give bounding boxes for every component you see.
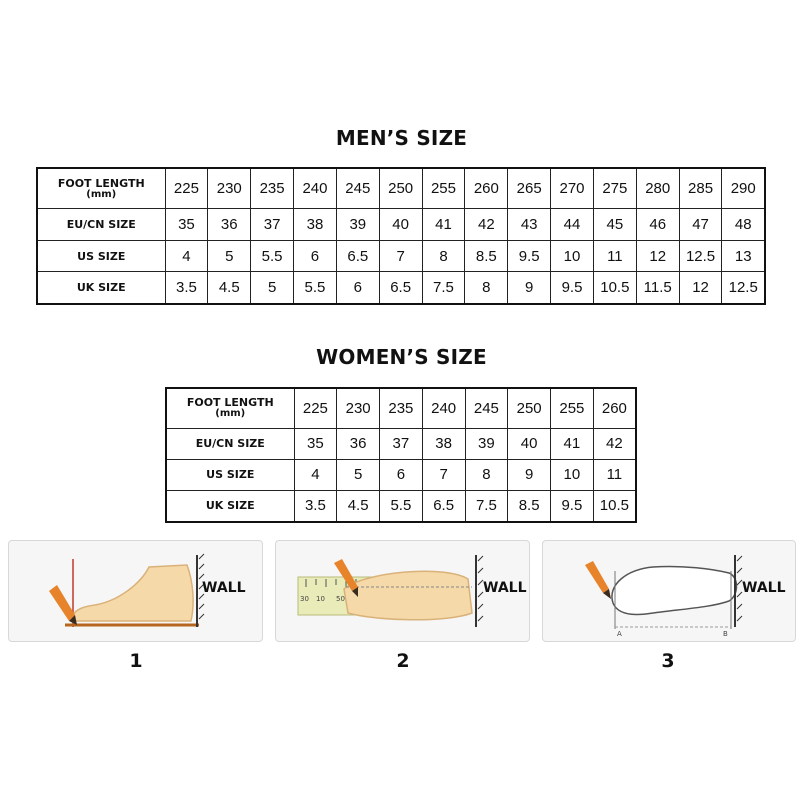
size-cell: 6.5 xyxy=(379,272,422,304)
wall-label-3: WALL xyxy=(742,580,786,596)
size-cell: 230 xyxy=(337,388,380,428)
size-cell: 12 xyxy=(679,272,722,304)
row-header xyxy=(166,490,294,522)
size-cell: 10 xyxy=(551,240,594,271)
size-cell: 280 xyxy=(636,168,679,209)
wall-icon xyxy=(476,555,483,627)
marker-b: B xyxy=(723,630,728,638)
size-cell: 7.5 xyxy=(465,490,508,522)
size-cell: 41 xyxy=(551,428,594,459)
men-size-title: MEN’S SIZE xyxy=(335,126,468,150)
row-header xyxy=(37,168,165,209)
size-cell: 6 xyxy=(336,272,379,304)
size-cell: 11.5 xyxy=(636,272,679,304)
size-cell: 37 xyxy=(380,428,423,459)
size-cell: 9.5 xyxy=(551,272,594,304)
size-cell: 260 xyxy=(593,388,636,428)
size-cell: 8.5 xyxy=(508,490,551,522)
wall-label-2: WALL xyxy=(483,580,527,596)
women-size-title: WOMEN’S SIZE xyxy=(316,345,487,369)
size-cell: 8 xyxy=(465,272,508,304)
row-header-label: US SIZE xyxy=(77,249,126,263)
size-cell: 40 xyxy=(379,209,422,240)
size-cell: 240 xyxy=(294,168,337,209)
size-cell: 3.5 xyxy=(294,490,337,522)
size-cell: 265 xyxy=(508,168,551,209)
size-cell: 245 xyxy=(465,388,508,428)
foot-side-icon xyxy=(65,559,199,627)
size-row xyxy=(166,459,636,490)
size-cell: 7 xyxy=(422,459,465,490)
row-header-sublabel: (mm) xyxy=(215,408,246,420)
size-cell: 12.5 xyxy=(722,272,765,304)
footprint-outline-icon xyxy=(612,566,737,638)
men-size-table xyxy=(36,167,766,305)
size-row xyxy=(166,490,636,522)
row-header xyxy=(166,428,294,459)
row-header-label: FOOT LENGTH xyxy=(186,396,274,410)
size-row xyxy=(37,209,765,240)
row-header-label: EU/CN SIZE xyxy=(195,437,265,451)
row-header-sublabel: (mm) xyxy=(86,188,117,200)
step-number-1: 1 xyxy=(129,650,143,672)
size-cell: 7 xyxy=(379,240,422,271)
ruler-mark-3: 50 xyxy=(336,595,345,603)
marker-a: A xyxy=(617,630,622,638)
size-cell: 5.5 xyxy=(294,272,337,304)
size-cell: 8 xyxy=(422,240,465,271)
row-header-label: FOOT LENGTH xyxy=(57,176,145,190)
size-cell: 12 xyxy=(636,240,679,271)
size-cell: 230 xyxy=(208,168,251,209)
size-cell: 13 xyxy=(722,240,765,271)
size-cell: 275 xyxy=(593,168,636,209)
size-cell: 235 xyxy=(251,168,294,209)
size-row xyxy=(37,168,765,209)
size-cell: 35 xyxy=(165,209,208,240)
size-cell: 240 xyxy=(422,388,465,428)
size-cell: 6 xyxy=(380,459,423,490)
row-header xyxy=(166,459,294,490)
size-cell: 37 xyxy=(251,209,294,240)
size-cell: 290 xyxy=(722,168,765,209)
size-cell: 35 xyxy=(294,428,337,459)
size-row xyxy=(166,428,636,459)
wall-label-1: WALL xyxy=(202,580,246,596)
measure-step-3-panel xyxy=(542,540,796,642)
size-cell: 5.5 xyxy=(251,240,294,271)
measure-step-1-panel xyxy=(8,540,263,642)
size-cell: 39 xyxy=(465,428,508,459)
size-cell: 40 xyxy=(508,428,551,459)
size-cell: 3.5 xyxy=(165,272,208,304)
size-row xyxy=(37,240,765,271)
ruler-mark-2: 10 xyxy=(316,595,325,603)
size-cell: 4 xyxy=(165,240,208,271)
size-cell: 39 xyxy=(336,209,379,240)
size-cell: 46 xyxy=(636,209,679,240)
row-header-label: UK SIZE xyxy=(76,281,126,295)
row-header-label: EU/CN SIZE xyxy=(66,218,136,232)
size-cell: 8 xyxy=(465,459,508,490)
size-cell: 225 xyxy=(165,168,208,209)
size-cell: 5 xyxy=(251,272,294,304)
row-header xyxy=(166,388,294,428)
size-cell: 41 xyxy=(422,209,465,240)
size-cell: 10.5 xyxy=(593,490,636,522)
size-cell: 6.5 xyxy=(336,240,379,271)
size-cell: 255 xyxy=(551,388,594,428)
size-cell: 9.5 xyxy=(551,490,594,522)
foot-ruler-icon xyxy=(298,571,472,620)
size-cell: 9.5 xyxy=(508,240,551,271)
size-cell: 36 xyxy=(337,428,380,459)
size-cell: 260 xyxy=(465,168,508,209)
size-cell: 250 xyxy=(508,388,551,428)
row-header-label: US SIZE xyxy=(206,468,255,482)
size-cell: 36 xyxy=(208,209,251,240)
size-cell: 6.5 xyxy=(422,490,465,522)
size-row xyxy=(37,272,765,304)
size-cell: 235 xyxy=(380,388,423,428)
size-cell: 11 xyxy=(593,240,636,271)
size-cell: 255 xyxy=(422,168,465,209)
size-cell: 5 xyxy=(208,240,251,271)
ruler-mark-1: 30 xyxy=(300,595,309,603)
pencil-icon xyxy=(585,561,611,599)
size-cell: 9 xyxy=(508,272,551,304)
size-cell: 11 xyxy=(593,459,636,490)
size-cell: 10.5 xyxy=(593,272,636,304)
size-cell: 45 xyxy=(593,209,636,240)
size-cell: 8.5 xyxy=(465,240,508,271)
size-cell: 4 xyxy=(294,459,337,490)
size-cell: 4.5 xyxy=(208,272,251,304)
size-cell: 5 xyxy=(337,459,380,490)
row-header xyxy=(37,240,165,271)
step-number-3: 3 xyxy=(661,650,675,672)
size-cell: 250 xyxy=(379,168,422,209)
size-cell: 245 xyxy=(336,168,379,209)
size-cell: 47 xyxy=(679,209,722,240)
women-size-table xyxy=(165,387,637,523)
size-cell: 5.5 xyxy=(380,490,423,522)
step-number-2: 2 xyxy=(396,650,410,672)
row-header xyxy=(37,209,165,240)
size-row xyxy=(166,388,636,428)
size-cell: 10 xyxy=(551,459,594,490)
size-cell: 38 xyxy=(294,209,337,240)
size-cell: 270 xyxy=(551,168,594,209)
size-cell: 285 xyxy=(679,168,722,209)
size-cell: 38 xyxy=(422,428,465,459)
size-cell: 42 xyxy=(465,209,508,240)
size-cell: 48 xyxy=(722,209,765,240)
size-cell: 9 xyxy=(508,459,551,490)
size-cell: 225 xyxy=(294,388,337,428)
size-cell: 4.5 xyxy=(337,490,380,522)
row-header-label: UK SIZE xyxy=(205,499,255,513)
size-cell: 44 xyxy=(551,209,594,240)
size-cell: 43 xyxy=(508,209,551,240)
measure-step-2-panel xyxy=(275,540,530,642)
size-cell: 12.5 xyxy=(679,240,722,271)
size-cell: 42 xyxy=(593,428,636,459)
size-cell: 6 xyxy=(294,240,337,271)
row-header xyxy=(37,272,165,304)
size-cell: 7.5 xyxy=(422,272,465,304)
